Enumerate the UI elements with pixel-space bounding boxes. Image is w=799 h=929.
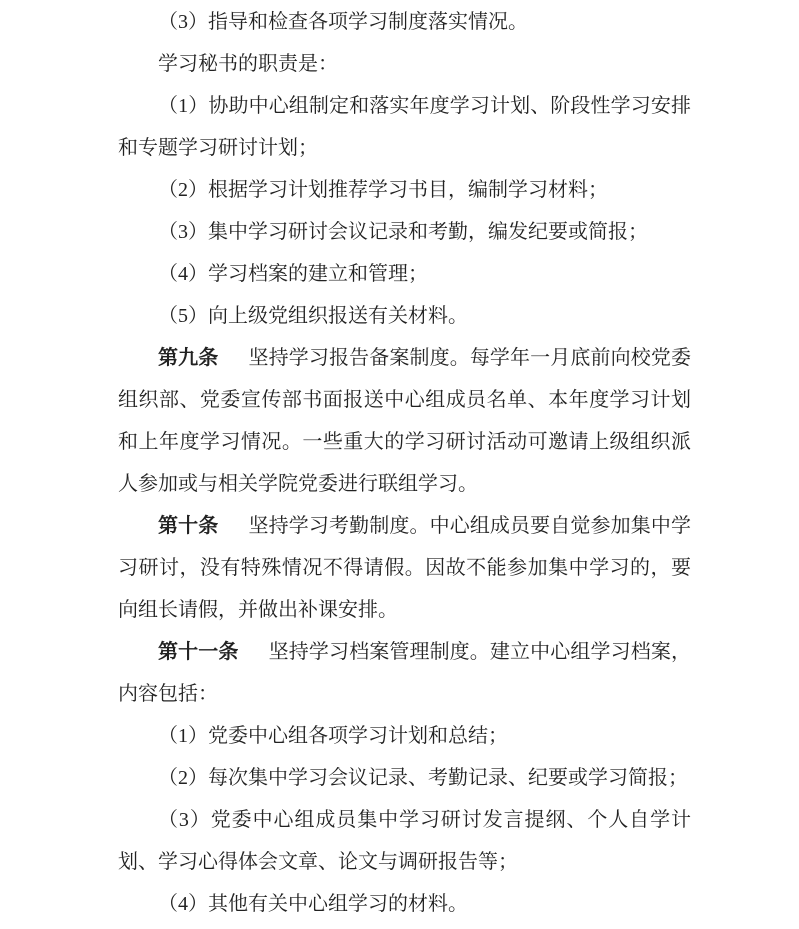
paragraph (118, 169, 691, 211)
paragraph (118, 1, 691, 43)
paragraph-article-9 (118, 337, 691, 505)
paragraph-article-10 (118, 505, 691, 631)
text-run: （2）根据学习计划推荐学习书目，编制学习材料； (158, 179, 608, 201)
paragraph-article-11 (118, 631, 691, 715)
text-run: （5）向上级党组织报送有关材料。 (158, 305, 468, 327)
paragraph (118, 253, 691, 295)
paragraph (118, 85, 691, 169)
text-run: （1）党委中心组各项学习计划和总结； (158, 725, 508, 747)
paragraph (118, 715, 691, 757)
text-run: （4）学习档案的建立和管理； (158, 263, 428, 285)
paragraph (118, 295, 691, 337)
paragraph (118, 757, 691, 799)
text-run: 坚持学习报告备案制度。每学年一月底前向校党委组织部、党委宣传部书面报送中心组成员名单、本年度学习计划和上年度学习情况。一些重大的学习研讨活动可邀请上级组织派人参加或与相关学院党委进行联组学习。 (118, 347, 692, 495)
article-number: 第十条 (158, 515, 219, 537)
text-run: （3）党委中心组成员集中学习研讨发言提纲、个人自学计划、学习心得体会文章、论文与调研报告等； (118, 809, 691, 873)
text-run: （2）每次集中学习会议记录、考勤记录、纪要或学习简报； (158, 767, 688, 789)
text-run: 坚持学习考勤制度。中心组成员要自觉参加集中学习研讨，没有特殊情况不得请假。因故不能参加集中学习的，要向组长请假，并做出补课安排。 (118, 515, 692, 621)
text-run: 坚持学习档案管理制度。建立中心组学习档案，内容包括： (118, 641, 692, 705)
text-run: （4）其他有关中心组学习的材料。 (158, 893, 468, 915)
paragraph (118, 799, 691, 883)
paragraph (118, 883, 691, 925)
text-run: （3）指导和检查各项学习制度落实情况。 (158, 11, 528, 33)
paragraph (118, 211, 691, 253)
text-run: （3）集中学习研讨会议记录和考勤，编发纪要或简报； (158, 221, 648, 243)
paragraph (118, 43, 691, 85)
text-run: 学习秘书的职责是： (158, 53, 338, 75)
article-number: 第十一条 (158, 641, 239, 663)
text-run: （1）协助中心组制定和落实年度学习计划、阶段性学习安排和专题学习研讨计划； (118, 95, 691, 159)
article-number: 第九条 (158, 347, 219, 369)
